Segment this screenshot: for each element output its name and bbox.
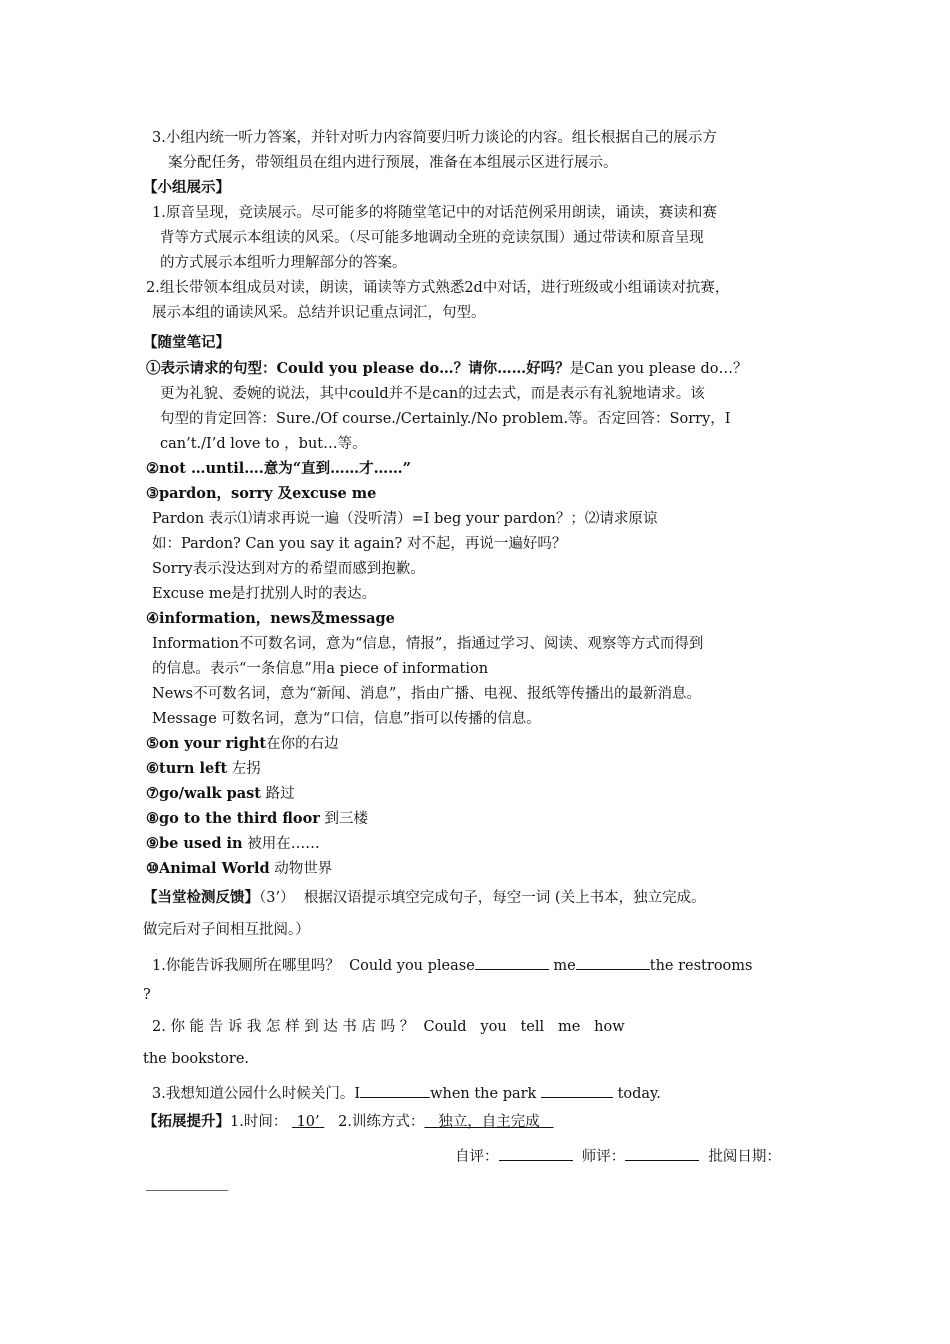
note-7-cn: 路过 — [265, 786, 295, 802]
note-6 — [146, 759, 261, 779]
note-8-en: ⑧go to the third floor — [146, 810, 320, 827]
extend-mode-value — [424, 1114, 553, 1130]
note-9-en: ⑨be used in — [146, 835, 243, 852]
test-q1-blank2[interactable] — [576, 953, 650, 970]
test-q2-line2: the bookstore. — [143, 1051, 250, 1067]
test-q1-blank1[interactable] — [475, 953, 549, 970]
note-3-line2: 如：Pardon? Can you say it again? 对不起，再说一遍好吗？ — [152, 536, 567, 552]
note-5-en: ⑤on your right — [146, 735, 267, 752]
test-q3-end: today. — [617, 1086, 661, 1102]
note-8-cn: 到三楼 — [324, 811, 368, 827]
group-show-p1-line1: 1.原音呈现，竞读展示。尽可能多的将随堂笔记中的对话范例采用朗读，诵读，赛读和赛 — [152, 205, 717, 221]
note-2: ②not …until….意为“直到……才……” — [146, 460, 411, 477]
eval-self-blank[interactable] — [499, 1144, 573, 1161]
test-q3-cn: 3.我想知道公园什么时候关门。I — [152, 1086, 361, 1102]
note-1-line4: can’t./I’d love to ，but…等。 — [160, 436, 367, 452]
eval-date-label: 批阅日期： — [708, 1149, 781, 1165]
group-show-p2-line2: 展示本组的诵读风采。总结并识记重点词汇，句型。 — [152, 305, 486, 321]
note-5 — [146, 734, 339, 754]
test-q2 — [152, 1017, 625, 1037]
test-q1 — [152, 953, 752, 976]
extend-mode-label: 2.训练方式： — [338, 1114, 425, 1130]
note-10 — [146, 859, 332, 879]
group-show-p2-line1: 2.组长带领本组成员对读，朗读，诵读等方式熟悉2d中对话，进行班级或小组诵读对抗赛， — [146, 280, 730, 296]
test-q3-blank2[interactable] — [541, 1081, 613, 1098]
note-3-line1: Pardon 表示⑴请求再说一遍（没听清）=I beg your pardon？；⑵请求原谅 — [152, 511, 658, 527]
note-4-line3: News不可数名词，意为“新闻、消息”，指由广播、电视、报纸等传播出的最新消息。 — [152, 686, 701, 702]
extend-time-text: 10’ — [296, 1114, 320, 1130]
eval-teacher-blank[interactable] — [625, 1144, 699, 1161]
note-10-en: ⑩Animal World — [146, 860, 270, 877]
test-heading: 【当堂检测反馈】 — [143, 889, 259, 906]
eval-teacher-label: 师评： — [581, 1149, 626, 1165]
group-show-p1-line3: 的方式展示本组听力理解部分的答案。 — [160, 255, 407, 271]
footnote-rule — [146, 1190, 228, 1191]
note-1-rest: 是Can you please do…？ — [569, 361, 748, 377]
note-3-line4: Excuse me是打扰别人时的表达。 — [152, 586, 377, 602]
test-instruction-line2: 做完后对子间相互批阅。） — [143, 922, 310, 938]
note-3-line3: Sorry表示没达到对方的希望而感到抱歉。 — [152, 561, 425, 577]
note-3-title: ③pardon，sorry 及excuse me — [146, 485, 377, 502]
note-4-line1: Information不可数名词，意为“信息，情报”，指通过学习、阅读、观察等方式而得到 — [152, 636, 704, 652]
eval-self-label: 自评： — [455, 1149, 499, 1165]
note-7 — [146, 784, 295, 804]
test-q1-a: Could you please — [349, 958, 475, 974]
note-6-cn: 左拐 — [231, 761, 261, 777]
note-4-line4: Message 可数名词，意为“口信，信息”指可以传播的信息。 — [152, 711, 541, 727]
note-10-cn: 动物世界 — [274, 861, 333, 877]
test-q3-a: when the park — [430, 1086, 537, 1102]
test-q3-blank1[interactable] — [360, 1081, 430, 1098]
note-4-title: ④information，news及message — [146, 610, 395, 627]
extend-time-label: 1.时间： — [230, 1114, 288, 1130]
note-4-line2: 的信息。表示“一条信息”用a piece of information — [152, 661, 489, 677]
note-9 — [146, 834, 320, 854]
test-instruction-line1: 根据汉语提示填空完成句子，每空一词 (关上书本，独立完成。 — [303, 890, 706, 906]
test-q2-en: Could you tell me how — [423, 1019, 625, 1035]
note-1-title: ①表示请求的句型：Could you please do…？请你……好吗？ — [146, 360, 570, 377]
test-q3 — [152, 1081, 661, 1104]
extend-time-value — [292, 1114, 324, 1130]
note-7-en: ⑦go/walk past — [146, 785, 261, 802]
note-5-cn: 在你的右边 — [266, 736, 339, 752]
note-1-line1 — [146, 359, 748, 379]
notes-heading: 【随堂笔记】 — [143, 334, 230, 351]
note-9-cn: 被用在…… — [247, 836, 320, 852]
test-q1-c: the restrooms — [649, 958, 753, 974]
test-q1-end: ? — [143, 987, 151, 1003]
test-heading-line — [143, 888, 706, 908]
group-show-heading: 【小组展示】 — [143, 179, 230, 196]
test-q2-cn: 2. 你 能 告 诉 我 怎 样 到 达 书 店 吗 ？ — [152, 1019, 415, 1035]
note-8 — [146, 809, 368, 829]
evaluation-line — [455, 1144, 781, 1167]
extend-heading: 【拓展提升】 — [143, 1113, 230, 1130]
test-time: （3’） — [259, 890, 295, 906]
note-6-en: ⑥turn left — [146, 760, 228, 777]
test-q1-b: me — [553, 958, 576, 974]
extend-mode-text: 独立，自主完成 — [438, 1114, 540, 1130]
intro-item3-line2: 案分配任务，带领组员在组内进行预展，准备在本组展示区进行展示。 — [168, 155, 618, 171]
group-show-p1-line2: 背等方式展示本组读的风采。（尽可能多地调动全班的竞读氛围）通过带读和原音呈现 — [160, 230, 704, 246]
intro-item3-line1: 3.小组内统一听力答案，并针对听力内容简要归听力谈论的内容。组长根据自己的展示方 — [152, 130, 717, 146]
extend-line — [143, 1112, 554, 1132]
test-q1-cn: 1.你能告诉我厕所在哪里吗？ — [152, 958, 340, 974]
note-1-line3: 句型的肯定回答：Sure./Of course./Certainly./No problem.等。否定回答：Sorry，I — [160, 411, 731, 427]
note-1-line2: 更为礼貌、委婉的说法，其中could并不是can的过去式，而是表示有礼貌地请求。该 — [160, 386, 705, 402]
